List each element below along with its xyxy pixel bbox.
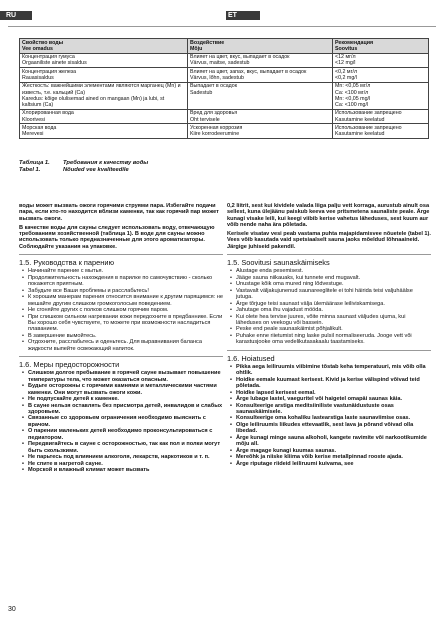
list-item: • Ärge magage kunagi kuumas saunas. (236, 448, 431, 454)
intro-paragraph: 0,2 liitrit, sest kui kividele valada liiga palju vett korraga, aurustub ainult osa sellest, kuna ülejäänu paiskub keeva vee pritsmetena saunaliste peale. Ärge kunagi visake leili, kui keegi viibib kerise vahetus läheduses, sest kuum aur võib nende naha ära põletada. (227, 203, 430, 229)
table-row (20, 109, 429, 124)
intro-paragraph: воды может вызвать ожоги горячими струями пара. Избегайте подачи пара, если кто-то находится вблизи каменки, так как горячий пар может вызвать ожоги. (19, 203, 219, 222)
list-item: • В завершение вымойтесь. (28, 333, 223, 339)
table-cell: Влияет на цвет, запах, вкус, выпадает в осадок Värvus, lõhn, sadestub (188, 68, 333, 83)
list-item: • Передвигайтесь в сауне с осторожностью, так как пол и полки могут быть скользкими. (28, 441, 223, 454)
section-title-bathing: 1.5. Руководства к парению (19, 258, 114, 268)
table-header-row (20, 39, 429, 54)
list-item: • Не парьтесь под влиянием алкоголя, лекарств, наркотиков и т. п. (28, 454, 223, 460)
list-item: • Ärge lubage lastel, vaeguritel või haigetel omapäi saunas käia. (236, 396, 431, 402)
intro-paragraph-2: Kerisele visatav vesi peab vastama puhta majapidamisvee nõuetele (tabel 1). Vees võib kasutada vaid spetsiaalselt sauna jaoks mõeldud lõhnaaineid. Järgige juhiseid pakendil. (227, 231, 431, 250)
list-item: • Не спите в нагретой сауне. (28, 461, 223, 467)
list-item: • Отдохните, расслабьтесь и оденьтесь. Для выравнивания баланса жидкости выпейте освежающий напиток. (28, 339, 223, 352)
list-item: • Vastavalt väljakujunenud saunareeglitele ei tohi häirida teisi valjuhäälse jutuga. (236, 288, 431, 301)
list-item: • Kui olete hea tervise juures, võite minna saunast väljudes ujuma, kui läheduses on veekogu või bassein. (236, 314, 431, 327)
list-item: • Не подпускайте детей к каменке. (28, 396, 223, 402)
list-item: • Pikka aega leiliruumis viibimine tõstab keha temperatuuri, mis võib olla ohtlik. (236, 364, 431, 377)
table-cell: Хлорированная вода Kloorivesi (20, 109, 188, 124)
table-row (20, 82, 429, 109)
lang-label-ru: RU (0, 11, 32, 20)
table-cell: <12 мг/л <12 mg/l (333, 53, 429, 68)
list-item: • Не сгоняйте других с полков слишком горячим паром. (28, 307, 223, 313)
list-item: • Забудьте все Ваши проблемы и расслабьтесь! (28, 288, 223, 294)
table-header-cell: Свойство воды Vee omadus (20, 39, 188, 54)
list-item: • Продолжительность нахождения в парилке по самочувствию - сколько покажется приятным. (28, 275, 223, 288)
table-cell: Mn: <0,05 мг/л Ca: <100 мг/л Mn: <0,05 mg/l Ca: <100 mg/l (333, 82, 429, 109)
section-title-warnings: 1.6. Меры предосторожности (19, 360, 120, 370)
list-item: • Jääge sauna niikauaks, kui tunnete end mugavalt. (236, 275, 431, 281)
list-item: • Морской и влажный климат может вызвать (28, 467, 223, 473)
warnings-list (19, 370, 223, 473)
table-row (20, 124, 429, 139)
list-item: • Peske end peale saunaskäimist põhjalikult. (236, 326, 431, 332)
list-item: • Ärge kunagi minge sauna alkoholi, kangete ravimite või narkootikumide mõju all. (236, 435, 431, 448)
lang-label-et: ET (226, 11, 260, 20)
list-item: • При слишком сильном нагревании кожи передохните в предбаннике. Если Вы хорошо себя чувствуете, то можете при возможности насладиться плаванием. (28, 314, 223, 333)
intro-paragraph-2: В качестве воды для сауны следует использовать воду, отвечающую требованиям хозяйственной (таблица 1). В воде для сауны можно использовать только предназначенные для этого ароматизаторы. Соблюдайте указания на упаковке. (19, 224, 215, 250)
list-item: • Ärge riputage riideid leiliruumi kuivama, see (236, 461, 431, 467)
table-cell: Вред для здоровья Oht tervisele (188, 109, 333, 124)
page-number: 30 (8, 606, 16, 613)
column-et (227, 203, 431, 469)
table-cell: Ускоренная коррозия Kiire korrodeerumine (188, 124, 333, 139)
list-item: • К хорошим манерам парения относится внимание к другим парящимся: не мешайте другим слишком громкоголосым поведением. (28, 294, 223, 307)
table-cell: Жесткость: важнейшими элементами являются марганец (Mn) и известь, т.е. кальций (Ca) Karedus: kõige olulisemad ained on mangaan (Mn) ja lubi, st kaltsium (Ca) (20, 82, 188, 109)
list-item: • Unustage kõik oma mured ning lõdvestuge. (236, 281, 431, 287)
list-item: • Puhake enne riietumist ning laske pulsil normaliseeruda. Jooge vett või karastusjooke oma vedelikutasakaalu taastamiseks. (236, 333, 431, 346)
table-header-cell: Рекомендация Soovitus (333, 39, 429, 54)
list-item: • Начинайте парение с мытья. (28, 268, 223, 274)
bathing-tips-list (19, 268, 223, 352)
list-item: • Mereõhk ja niiske kliima võib kerise metallpinnad rooste ajada. (236, 454, 431, 460)
warnings-list (227, 364, 431, 467)
section-divider (19, 356, 223, 357)
table-cell: Концентрация гумуса Orgaaniliste ainete sisaldus (20, 53, 188, 68)
list-item: • Alustage enda pesemisest. (236, 268, 431, 274)
table-cell: Использование запрещено Kasutamine keelatud (333, 124, 429, 139)
list-item: • О парении маленьких детей необходимо проконсультироваться с педиатором. (28, 428, 223, 441)
table-cell: Концентрация железа Rauasisaldus (20, 68, 188, 83)
table-caption: Таблица 1. Требования к качеству воды Tabel 1. Nõuded vee kvaliteedile (19, 160, 149, 173)
table-cell: Использование запрещено Kasutamine keelatud (333, 109, 429, 124)
table-cell: Выпадает в осадок Sadestub (188, 82, 333, 109)
list-item: • Konsulteerige arstiga meditsiiniliste vastunäidustuste osas saunaskäimisele. (236, 403, 431, 416)
header-rule (8, 26, 436, 27)
table-row (20, 53, 429, 68)
section-divider (227, 350, 431, 351)
section-title-warnings: 1.6. Hoiatused (227, 353, 275, 363)
list-item: • Olge leiliruumis liikudes ettevaatlik, sest lava ja põrand võivad olla libedad. (236, 422, 431, 435)
list-item: • Ärge tõrjuge teisi saunast välja ülemäärase leiliviskamisega. (236, 301, 431, 307)
list-item: • Hoidke eemale kuumast kerisest. Kivid ja kerise välispind võivad teid põletada. (236, 377, 431, 390)
list-item: • Слишком долгое пребывание в горячей сауне вызывает повышение температуры тела, что может оказаться опасным. (28, 370, 223, 383)
column-ru (19, 203, 223, 476)
section-divider (19, 254, 223, 255)
list-item: • В сауне нельзя оставлять без присмотра детей, инвалидов и слабых здоровьем. (28, 403, 223, 416)
bathing-tips-list (227, 268, 431, 345)
list-item: • Konsulteerige oma kohaliku lastearstiga laste saunaviimise osas. (236, 415, 431, 421)
list-item: • Hoidke lapsed kerisest eemal. (236, 390, 431, 396)
section-title-bathing: 1.5. Soovitusi saunaskäimiseks (227, 258, 330, 268)
list-item: • Связанные со здоровьем ограничения необходимо выяснить с врачом. (28, 415, 223, 428)
table-header-cell: Воздействие Mõju (188, 39, 333, 54)
table-cell: <0,2 мг/л <0,2 mg/l (333, 68, 429, 83)
water-quality-table (19, 38, 429, 139)
table-cell: Морская вода Merevesi (20, 124, 188, 139)
section-divider (227, 254, 431, 255)
list-item: • Jahutage oma ihu vajadust mööda. (236, 307, 431, 313)
table-cell: Влияет на цвет, вкус, выпадает в осадок Värvus, maitse, sadestub (188, 53, 333, 68)
table-row (20, 68, 429, 83)
list-item: • Будьте осторожны с горячими камнями и металлическими частями каменки. Они могут вызвать ожоги кожи. (28, 383, 223, 396)
